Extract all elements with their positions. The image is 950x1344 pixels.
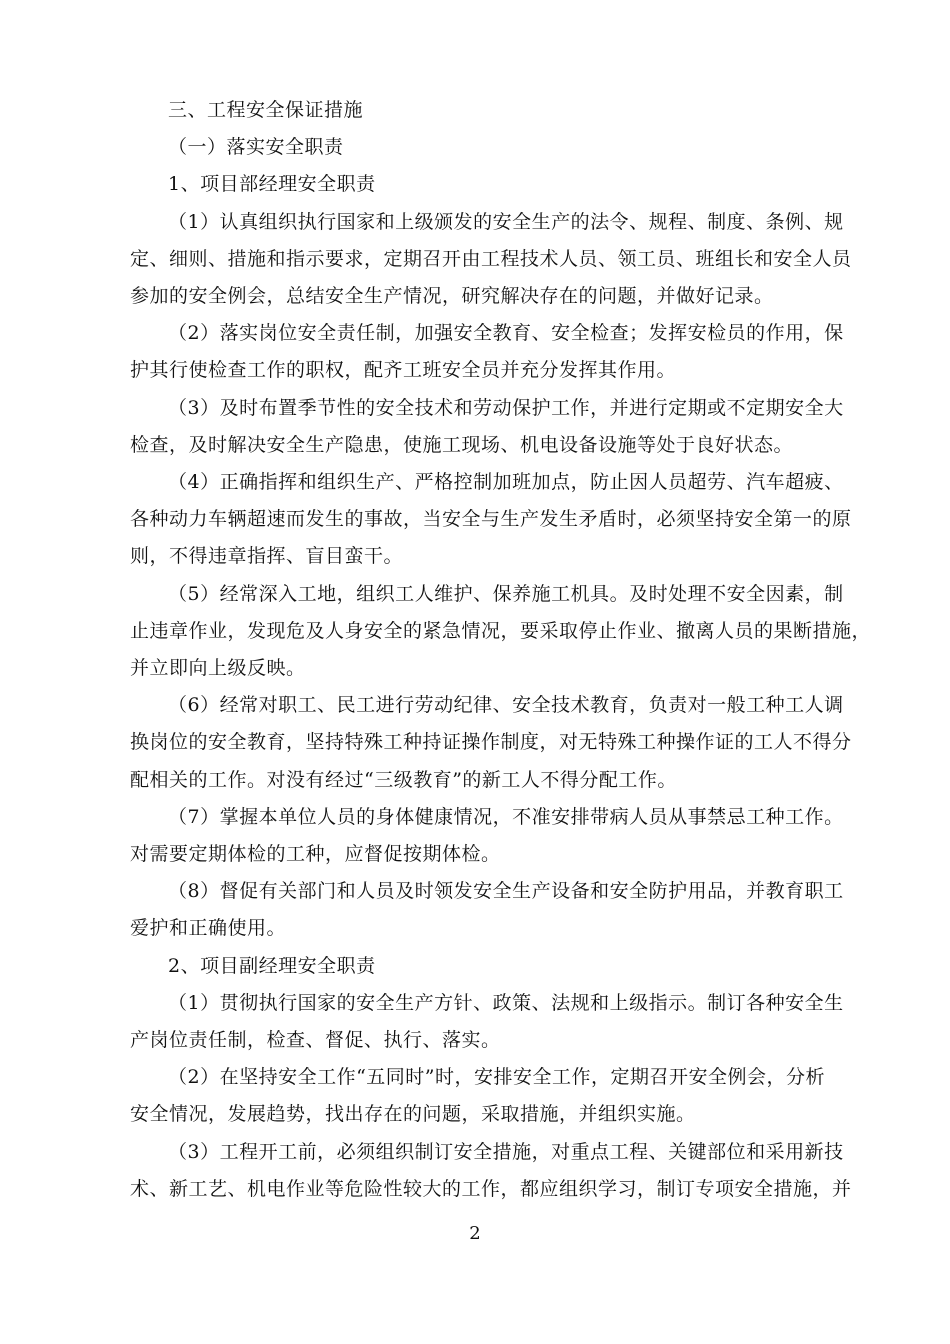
text-line: 参加的安全例会，总结安全生产情况，研究解决存在的问题，并做好记录。 <box>130 285 774 308</box>
text-line: 术、新工艺、机电作业等危险性较大的工作，都应组织学习，制订专项安全措施，并 <box>130 1177 852 1200</box>
text-line: 三、工程安全保证措施 <box>168 99 364 121</box>
text-line: （6）经常对职工、民工进行劳动纪律、安全技术教育，负责对一般工种工人调 <box>168 694 844 717</box>
text-line: 产岗位责任制，检查、督促、执行、落实。 <box>130 1029 501 1052</box>
text-line: 爱护和正确使用。 <box>130 917 287 940</box>
text-line: 护其行使检查工作的职权，配齐工班安全员并充分发挥其作用。 <box>130 359 677 382</box>
text-line: （2）落实岗位安全责任制，加强安全教育、安全检查；发挥安检员的作用，保 <box>168 322 844 345</box>
text-line: （8）督促有关部门和人员及时领发安全生产设备和安全防护用品，并教育职工 <box>168 880 844 903</box>
text-line: 各种动力车辆超速而发生的事故，当安全与生产发生矛盾时，必须坚持安全第一的原 <box>130 508 852 531</box>
text-line: 换岗位的安全教育，坚持特殊工种持证操作制度，对无特殊工种操作证的工人不得分 <box>130 731 852 754</box>
page-number: 2 <box>469 1223 481 1244</box>
text-line: （2）在坚持安全工作“五同时”时，安排安全工作，定期召开安全例会，分析 <box>168 1066 826 1089</box>
text-line: 2、项目副经理安全职责 <box>168 954 376 977</box>
text-line: 1、项目部经理安全职责 <box>168 173 376 196</box>
text-line: 则，不得违章指挥、盲目蛮干。 <box>130 545 404 568</box>
text-line: （5）经常深入工地，组织工人维护、保养施工机具。及时处理不安全因素，制 <box>168 582 844 605</box>
text-line: 并立即向上级反映。 <box>130 657 306 680</box>
text-line: （1）贯彻执行国家的安全生产方针、政策、法规和上级指示。制订各种安全生 <box>168 991 844 1014</box>
text-line: 对需要定期体检的工种，应督促按期体检。 <box>130 843 501 866</box>
text-line: 止违章作业，发现危及人身安全的紧急情况，要采取停止作业、撤离人员的果断措施， <box>130 619 872 642</box>
text-line: （一）落实安全职责 <box>168 136 344 159</box>
text-line: （3）及时布置季节性的安全技术和劳动保护工作，并进行定期或不定期安全大 <box>168 396 844 419</box>
text-line: （1）认真组织执行国家和上级颁发的安全生产的法令、规程、制度、条例、规 <box>168 210 844 233</box>
text-line: （4）正确指挥和组织生产、严格控制加班加点，防止因人员超劳、汽车超疲、 <box>168 471 844 494</box>
text-line: 配相关的工作。对没有经过“三级教育”的新工人不得分配工作。 <box>130 768 677 791</box>
document-body <box>130 92 872 1208</box>
text-line: （7）掌握本单位人员的身体健康情况，不准安排带病人员从事禁忌工种工作。 <box>168 805 844 828</box>
text-line: （3）工程开工前，必须组织制订安全措施，对重点工程、关键部位和采用新技 <box>168 1140 844 1163</box>
text-line: 检查，及时解决安全生产隐患，使施工现场、机电设备设施等处于良好状态。 <box>130 433 794 456</box>
text-line: 定、细则、措施和指示要求，定期召开由工程技术人员、领工员、班组长和安全人员 <box>130 247 852 270</box>
text-line: 安全情况，发展趋势，找出存在的问题，采取措施，并组织实施。 <box>130 1103 696 1126</box>
